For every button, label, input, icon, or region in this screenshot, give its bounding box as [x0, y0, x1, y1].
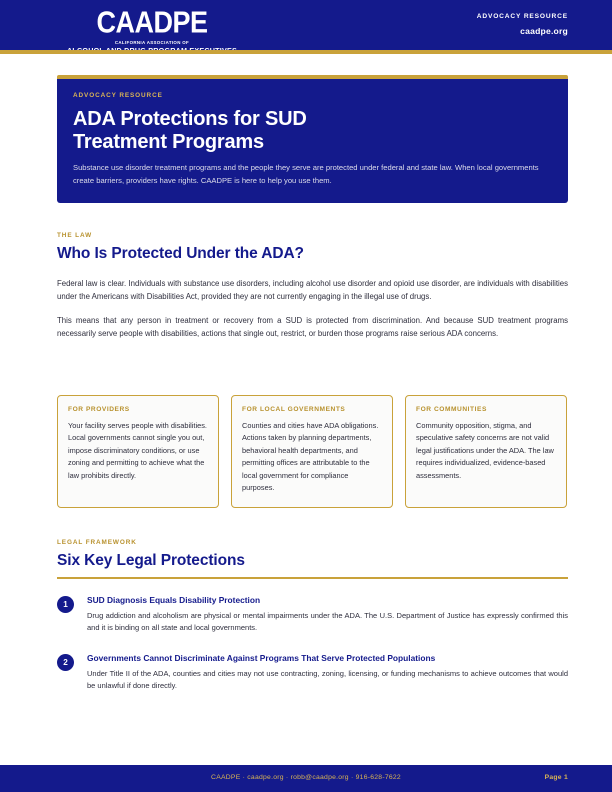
- card-title: FOR PROVIDERS: [68, 406, 130, 413]
- law-paragraph: This means that any person in treatment or recovery from a SUD is protected from discrimination. And because SUD treatment programs necessarily serve people with disabilities, actions that single out, restrict, or burden those programs raise serious ADA concerns.: [57, 316, 568, 338]
- logo-subtitle-line-1: CALIFORNIA ASSOCIATION OF: [114, 40, 190, 45]
- hero-kicker: ADVOCACY RESOURCE: [73, 92, 163, 99]
- protection-title: Governments Cannot Discriminate Against Programs That Serve Protected Populations: [87, 652, 436, 663]
- header-kicker: ADVOCACY RESOURCE: [476, 13, 568, 20]
- protection-number-badge: 2: [57, 654, 74, 671]
- protection-item: [57, 653, 568, 693]
- card-for-communities: [405, 395, 567, 508]
- footer-contact-line: CAADPE · caadpe.org · robb@caadpe.org · 916-628-7622: [211, 774, 401, 781]
- hero-banner: [57, 75, 568, 203]
- law-section-body: [57, 277, 568, 340]
- protection-title: SUD Diagnosis Equals Disability Protection: [87, 595, 261, 605]
- protection-body: [87, 653, 568, 693]
- law-paragraph: Federal law is clear. Individuals with substance use disorders, including alcohol use disorder and opioid use disorder, are individuals with disabilities under the Americans with Disabilities Act, provided they are not currently engaging in the illegal use of drugs.: [57, 279, 568, 301]
- card-text: Your facility serves people with disabilities. Local governments cannot single you out, impose discriminatory conditions, or use zoning and permitting to achieve what the law prohibits directly.: [68, 421, 207, 480]
- header-accent-bar: [0, 50, 612, 54]
- card-for-providers: [57, 395, 219, 508]
- law-section-title: Who Is Protected Under the ADA?: [57, 245, 304, 262]
- caadpe-logo: [57, 5, 247, 55]
- law-section: [57, 231, 568, 340]
- page-footer: [0, 765, 612, 792]
- audience-cards: [57, 395, 568, 508]
- framework-section-title: Six Key Legal Protections: [57, 552, 245, 569]
- card-text: Counties and cities have ADA obligations. Actions taken by planning departments, behavioral health departments, and permitting offices are attributable to the local government for compliance purposes.: [242, 421, 379, 493]
- protection-text: Under Title II of the ADA, counties and cities may not use contracting, zoning, licensing, or funding mechanisms to achieve outcomes that would be unlawful if done directly.: [87, 668, 568, 691]
- card-title: FOR LOCAL GOVERNMENTS: [242, 406, 346, 413]
- footer-page-number: Page 1: [544, 774, 568, 781]
- logo-wordmark: CAADPE: [96, 5, 208, 40]
- page-header: [0, 0, 612, 50]
- header-website-url[interactable]: caadpe.org: [520, 26, 568, 36]
- section-divider: [57, 577, 568, 579]
- protection-number-badge: 1: [57, 596, 74, 613]
- law-section-kicker: THE LAW: [57, 232, 93, 239]
- card-for-local-governments: [231, 395, 393, 508]
- protection-item: [57, 595, 568, 635]
- framework-section-kicker: LEGAL FRAMEWORK: [57, 539, 137, 546]
- card-text: Community opposition, stigma, and speculative safety concerns are not valid legal justifications under the ADA. The law requires individualized, evidence-based assessments.: [416, 421, 554, 480]
- protection-body: [87, 595, 568, 635]
- hero-subtitle: Substance use disorder treatment programs and the people they serve are protected under federal and state law. When local governments create barriers, providers have rights. CAADPE is here to help you use them.: [73, 163, 539, 185]
- card-title: FOR COMMUNITIES: [416, 406, 487, 413]
- protections-list: [57, 595, 568, 693]
- page-title: ADA Protections for SUD Treatment Programs: [73, 108, 307, 153]
- header-meta: [477, 12, 568, 36]
- framework-section: [57, 538, 568, 711]
- protection-text: Drug addiction and alcoholism are physical or mental impairments under the ADA. The U.S. Department of Justice has expressly confirmed this and it is binding on all state and local governments.: [87, 611, 568, 633]
